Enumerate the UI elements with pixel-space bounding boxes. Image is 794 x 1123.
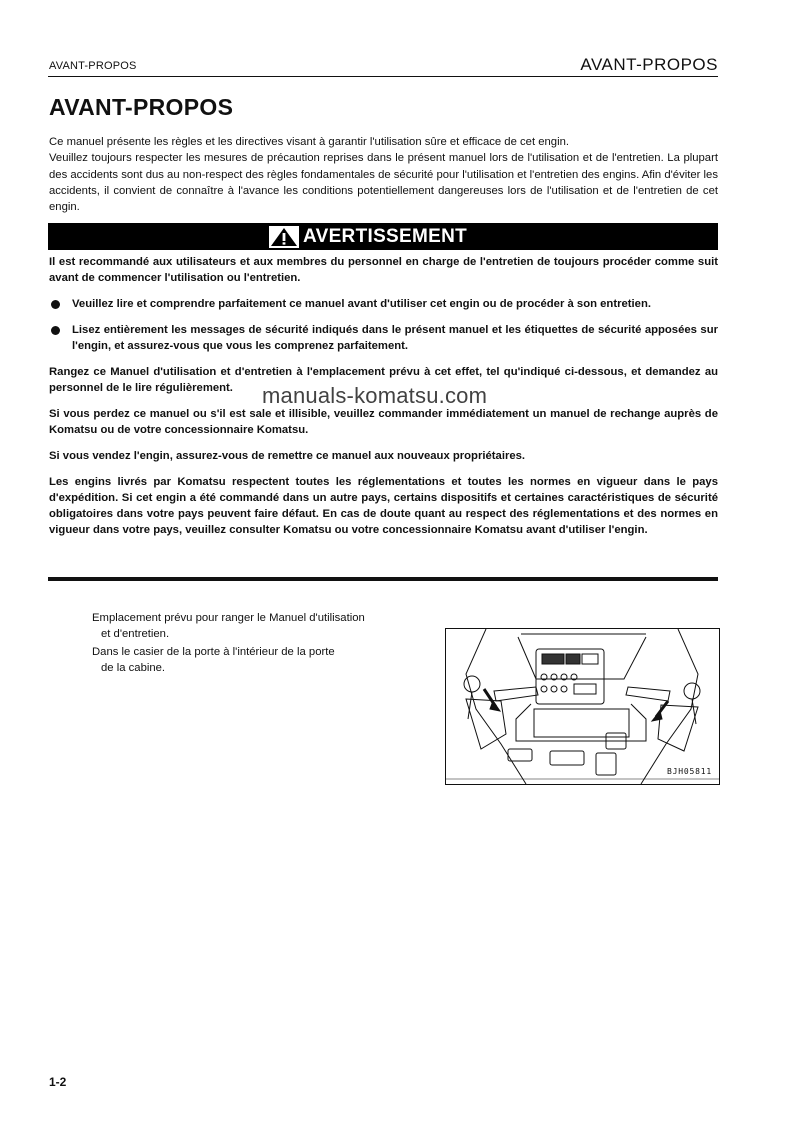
location-line-1	[92, 611, 365, 642]
bullet-icon	[51, 300, 60, 309]
warning-triangle-icon	[269, 226, 299, 248]
paragraph-engins: Les engins livrés par Komatsu respectent toutes les réglementations et toutes les normes en vigueur dans le pays d'expédition. Si cet engin a été commandé dans un autre pays, certains dispositifs et certaines caractéristiques de sécurité obligatoires dans votre pays peuvent faire défaut. En cas de doute quant au respect des réglementations et des normes en vigueur dans votre pays, veuillez consulter Komatsu ou votre concessionnaire Komatsu avant d'utiliser l'engin.	[49, 476, 718, 536]
location-caption	[92, 611, 365, 679]
location-line-2a: Dans le casier de la porte à l'intérieur de la porte	[92, 646, 335, 658]
intro-paragraph-2: Veuillez toujours respecter les mesures de précaution reprises dans le présent manuel lors de l'utilisation et de l'entretien. La plupart des accidents sont dus au non-respect des règles fondamentales de sécurité pour l'utilisation et l'entretien des engins. Afin d'éviter les accidents, il convient de connaître à l'avance les conditions potentiellement dangereuses lors de l'utilisation et de l'entretien de cet engin.	[49, 152, 718, 214]
warning-intro: Il est recommandé aux utilisateurs et aux membres du personnel en charge de l'entretien de toujours procéder comme suit avant de commencer l'utilisation ou l'entretien.	[49, 256, 718, 284]
bullet-text: Lisez entièrement les messages de sécurité indiqués dans le présent manuel et les étiquettes de sécurité apposées sur l'engin, et assurez-vous que vous les comprenez parfaitement.	[72, 324, 718, 352]
bullet-text: Veuillez lire et comprendre parfaitement ce manuel avant d'utiliser cet engin ou de procéder à son entretien.	[72, 298, 651, 310]
paragraph-perdez: Si vous perdez ce manuel ou s'il est sale et illisible, veuillez commander immédiatement un manuel de rechange auprès de Komatsu ou de votre concessionnaire Komatsu.	[49, 408, 718, 436]
intro-text	[49, 134, 718, 215]
paragraph-vendez: Si vous vendez l'engin, assurez-vous de remettre ce manuel aux nouveaux propriétaires.	[49, 450, 526, 462]
location-line-1a: Emplacement prévu pour ranger le Manuel d'utilisation	[92, 612, 365, 624]
intro-paragraph-1: Ce manuel présente les règles et les directives visant à garantir l'utilisation sûre et efficace de cet engin.	[49, 136, 569, 148]
warning-label: AVERTISSEMENT	[303, 226, 468, 247]
page-number: 1-2	[49, 1075, 67, 1089]
watermark: manuals-komatsu.com	[262, 383, 488, 408]
warning-end-rule	[48, 577, 718, 581]
header-section-left: AVANT-PROPOS	[49, 60, 137, 72]
location-line-1b: et d'entretien.	[101, 627, 170, 640]
bullet-icon	[51, 326, 60, 335]
cab-illustration	[445, 628, 720, 785]
warning-label-box	[267, 224, 489, 249]
page-title: AVANT-PROPOS	[49, 94, 234, 120]
header-section-right: AVANT-PROPOS	[580, 55, 718, 74]
list-item	[49, 322, 718, 354]
header-rule	[48, 76, 718, 77]
list-item	[49, 296, 718, 312]
figure-code: BJH05811	[667, 767, 712, 776]
location-line-2	[92, 645, 365, 676]
location-line-2b: de la cabine.	[101, 661, 166, 674]
paragraph-rangez: Rangez ce Manuel d'utilisation et d'entretien à l'emplacement prévu à cet effet, tel qu'indiqué ci-dessous, et demandez au personnel de le lire régulièrement.	[49, 366, 718, 394]
cab-interior-drawing	[446, 629, 719, 784]
